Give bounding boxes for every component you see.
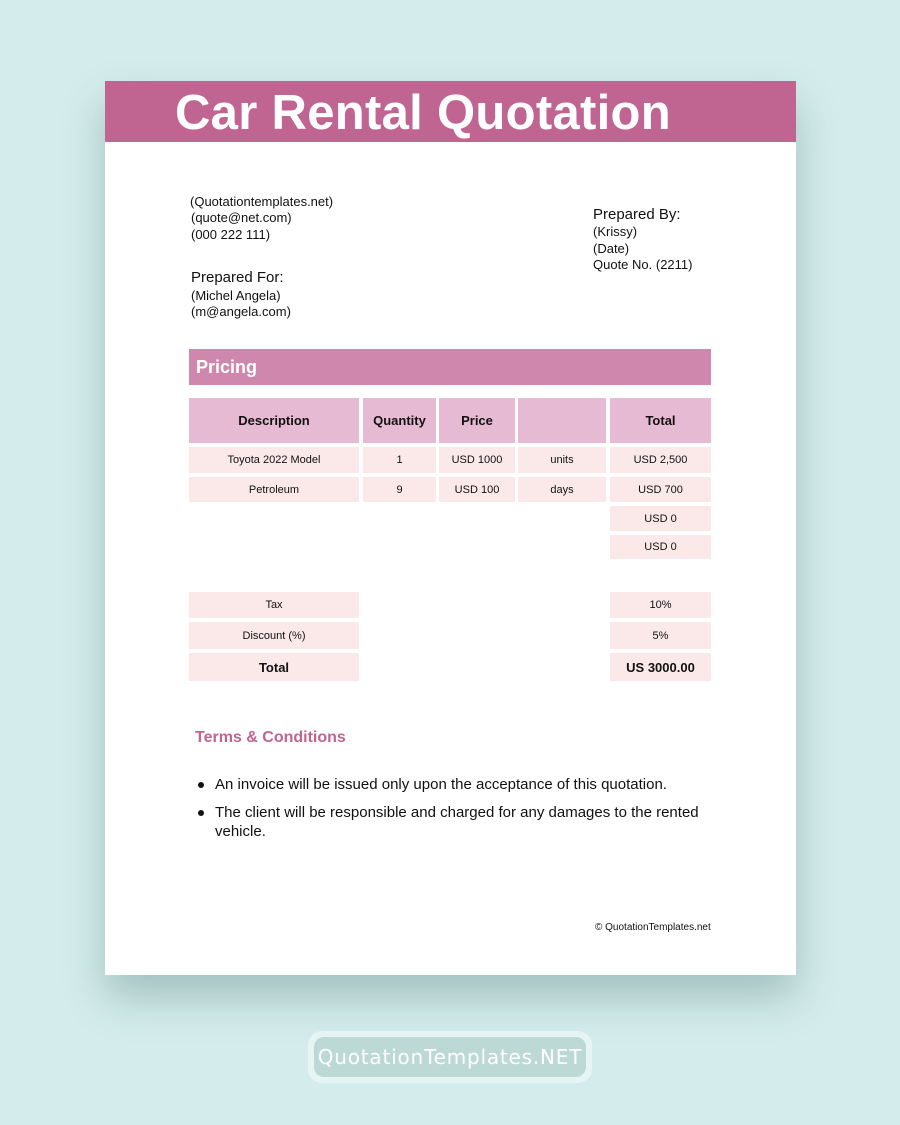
terms-heading: Terms & Conditions (195, 729, 346, 746)
row-1-unit: units (518, 447, 606, 473)
sender-company: (Quotationtemplates.net) (190, 194, 334, 209)
row-1-description: Toyota 2022 Model (189, 447, 359, 473)
row-2-unit: days (518, 477, 606, 502)
title-bar (105, 81, 796, 142)
prepared-by-name: (Krissy) (593, 224, 638, 239)
discount-value: 5% (610, 622, 711, 649)
prepared-for-email: (m@angela.com) (191, 304, 291, 319)
terms-item-text: An invoice will be issued only upon the acceptance of this quotation. (215, 776, 667, 793)
terms-list (195, 775, 715, 850)
row-2-total: USD 700 (610, 477, 711, 502)
row-2-description: Petroleum (189, 477, 359, 502)
prepared-for-label: Prepared For: (191, 269, 284, 286)
sender-email: (quote@net.com) (191, 210, 292, 225)
row-1-quantity: 1 (363, 447, 436, 473)
tax-label: Tax (189, 592, 359, 618)
bullet-icon (198, 810, 204, 816)
tax-value: 10% (610, 592, 711, 618)
column-header-price: Price (439, 398, 515, 443)
column-header-total: Total (610, 398, 711, 443)
quote-number: Quote No. (2211) (593, 257, 693, 272)
prepared-by-label: Prepared By: (593, 206, 681, 223)
list-item (195, 803, 715, 841)
prepared-for-name: (Michel Angela) (191, 288, 281, 303)
brand-label: QuotationTemplates.NET (314, 1037, 586, 1077)
pricing-heading: Pricing (196, 357, 258, 377)
row-2-quantity: 9 (363, 477, 436, 502)
brand-badge[interactable] (308, 1031, 592, 1083)
grand-total-label: Total (189, 653, 359, 681)
row-1-total: USD 2,500 (610, 447, 711, 473)
quotation-page (105, 81, 796, 975)
sender-phone: (000 222 111) (191, 227, 271, 242)
pricing-heading-bar (189, 349, 711, 385)
row-2-price: USD 100 (439, 477, 515, 502)
prepared-by-date: (Date) (593, 241, 630, 256)
list-item (195, 775, 715, 794)
row-4-total: USD 0 (610, 535, 711, 559)
terms-item-text: The client will be responsible and charged for any damages to the rented vehicle. (215, 804, 699, 840)
bullet-icon (198, 782, 204, 788)
row-3-total: USD 0 (610, 506, 711, 531)
row-1-price: USD 1000 (439, 447, 515, 473)
grand-total-value: US 3000.00 (610, 653, 711, 681)
column-header-unit (518, 398, 606, 443)
column-header-description: Description (189, 398, 359, 443)
discount-label: Discount (%) (189, 622, 359, 649)
column-header-quantity: Quantity (363, 398, 436, 443)
copyright-notice: © QuotationTemplates.net (595, 922, 711, 933)
document-title: Car Rental Quotation (175, 86, 672, 140)
